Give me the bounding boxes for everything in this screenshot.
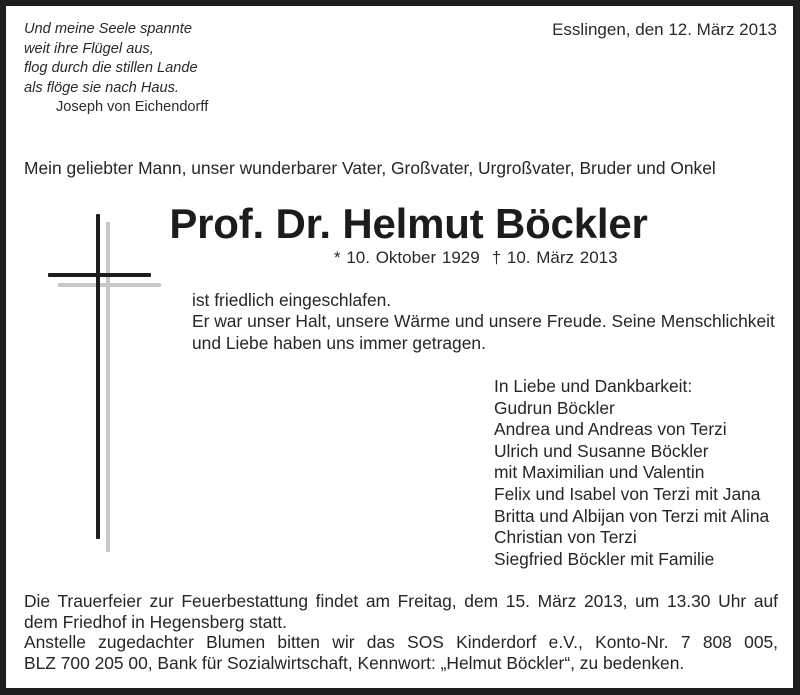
donation-info-line: Anstelle zugedachter Blumen bitten wir das SOS Kinderdorf e.V., Konto-Nr. 7 808 005, <box>24 632 778 653</box>
deceased-name: Prof. Dr. Helmut Böckler <box>169 200 648 247</box>
mourner-name: Britta und Albijan von Terzi mit Alina <box>494 505 770 526</box>
memorial-message <box>192 290 775 354</box>
death-date: † 10. März 2013 <box>491 248 618 267</box>
mourners-heading: In Liebe und Dankbarkeit: <box>494 376 693 396</box>
poem-author: Joseph von Eichendorff <box>56 99 209 116</box>
funeral-info-line: dem Friedhof in Hegensberg statt. <box>24 611 287 632</box>
life-dates <box>334 248 618 268</box>
poem-line: flog durch die stillen Lande <box>24 60 198 77</box>
funeral-info-line: Die Trauerfeier zur Feuerbestattung findet am Freitag, dem 15. März 2013, um 13.30 Uhr auf <box>24 591 778 611</box>
poem-quote <box>24 20 208 118</box>
donation-info-line: BLZ 700 205 00, Bank für Sozialwirtschaft, Kennwort: „Helmut Böckler“, zu bedenken. <box>24 653 685 674</box>
mourner-name: Ulrich und Susanne Böckler <box>494 440 709 461</box>
poem-line: Und meine Seele spannte <box>24 21 192 37</box>
funeral-details <box>24 591 778 674</box>
mourner-name: Gudrun Böckler <box>494 397 615 418</box>
message-line: Er war unser Halt, unsere Wärme und unsere Freude. Seine Menschlichkeit <box>192 311 775 332</box>
mourner-name: Siegfried Böckler mit Familie <box>494 548 715 569</box>
message-line: ist friedlich eingeschlafen. <box>192 290 392 310</box>
intro-text: Mein geliebter Mann, unser wunderbarer Vater, Großvater, Urgroßvater, Bruder und Onkel <box>24 158 716 178</box>
poem-line: als flöge sie nach Haus. <box>24 79 179 96</box>
place-and-date: Esslingen, den 12. März 2013 <box>552 20 777 39</box>
cross-shadow-vertical <box>106 222 110 552</box>
birth-date: * 10. Oktober 1929 <box>334 248 480 267</box>
mourner-name: Felix und Isabel von Terzi mit Jana <box>494 483 761 504</box>
mourner-name: Andrea und Andreas von Terzi <box>494 419 727 440</box>
obituary-page <box>6 6 793 688</box>
cross-main-horizontal <box>48 273 151 277</box>
mourner-name: Christian von Terzi <box>494 527 637 548</box>
cross-main-vertical <box>96 214 100 539</box>
poem-line: weit ihre Flügel aus, <box>24 40 154 57</box>
mourner-name: mit Maximilian und Valentin <box>494 462 705 483</box>
message-line: und Liebe haben uns immer getragen. <box>192 332 486 353</box>
cross-shadow-horizontal <box>58 283 161 287</box>
mourners-list <box>494 376 769 570</box>
